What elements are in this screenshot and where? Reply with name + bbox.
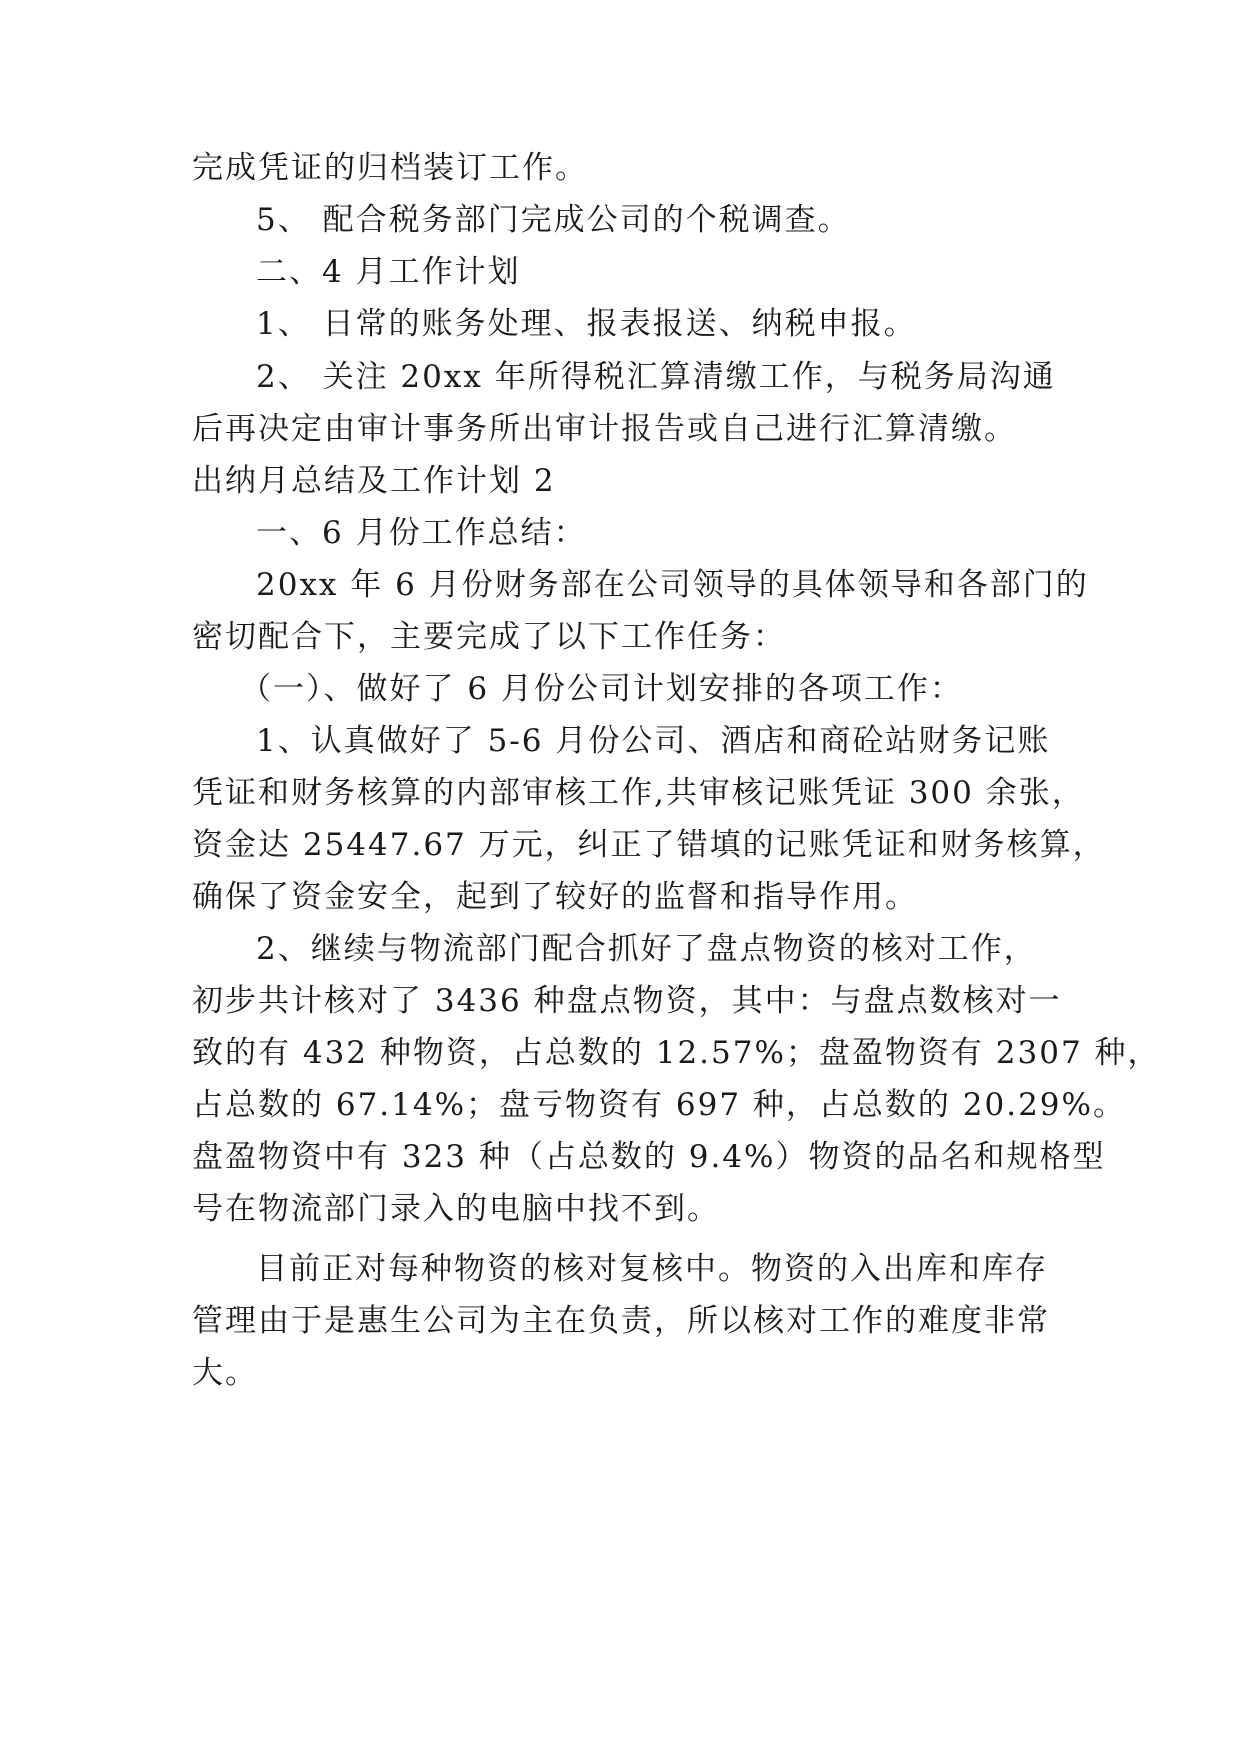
section-heading-april-plan: 二、4 月工作计划	[256, 254, 521, 290]
text-line-5: 2、 关注 20xx 年所得税汇算清缴工作，与税务局沟通	[256, 359, 1056, 395]
section-heading-june-summary: 一、6 月份工作总结：	[256, 515, 587, 551]
text-line-19: 占总数的 67.14%；盘亏物资有 697 种，占总数的 20.29%。	[192, 1087, 1126, 1123]
text-line-2: 5、 配合税务部门完成公司的个税调查。	[256, 202, 851, 238]
document-title: 出纳月总结及工作计划 2	[192, 463, 556, 499]
text-line-10: 密切配合下，主要完成了以下工作任务：	[192, 619, 786, 655]
text-line-21: 号在物流部门录入的电脑中找不到。	[192, 1191, 720, 1227]
text-line-6: 后再决定由审计事务所出审计报告或自己进行汇算清缴。	[192, 411, 1017, 447]
text-line-16: 2、继续与物流部门配合抓好了盘点物资的核对工作，	[256, 931, 1037, 967]
text-line-13: 凭证和财务核算的内部审核工作,共审核记账凭证 300 余张，	[192, 775, 1085, 811]
text-line-22: 目前正对每种物资的核对复核中。物资的入出库和库存	[256, 1251, 1048, 1287]
text-line-24: 大。	[192, 1355, 258, 1391]
subsection-heading-1: （一）、做好了 6 月份公司计划安排的各项工作：	[240, 671, 963, 707]
text-line-23: 管理由于是惠生公司为主在负责，所以核对工作的难度非常	[192, 1303, 1050, 1339]
text-line-4: 1、 日常的账务处理、报表报送、纳税申报。	[256, 306, 917, 342]
text-line-12: 1、认真做好了 5-6 月份公司、酒店和商砼站财务记账	[256, 723, 1051, 759]
text-line-18: 致的有 432 种物资，占总数的 12.57%；盘盈物资有 2307 种，	[192, 1035, 1161, 1071]
text-line-20: 盘盈物资中有 323 种（占总数的 9.4%）物资的品名和规格型	[192, 1139, 1106, 1175]
text-line-15: 确保了资金安全，起到了较好的监督和指导作用。	[192, 879, 918, 915]
text-line-17: 初步共计核对了 3436 种盘点物资，其中：与盘点数核对一	[192, 983, 1062, 1019]
text-line-1: 完成凭证的归档装订工作。	[192, 150, 588, 186]
text-line-9: 20xx 年 6 月份财务部在公司领导的具体领导和各部门的	[256, 567, 1089, 603]
text-line-14: 资金达 25447.67 万元，纠正了错填的记账凭证和财务核算，	[192, 827, 1106, 863]
